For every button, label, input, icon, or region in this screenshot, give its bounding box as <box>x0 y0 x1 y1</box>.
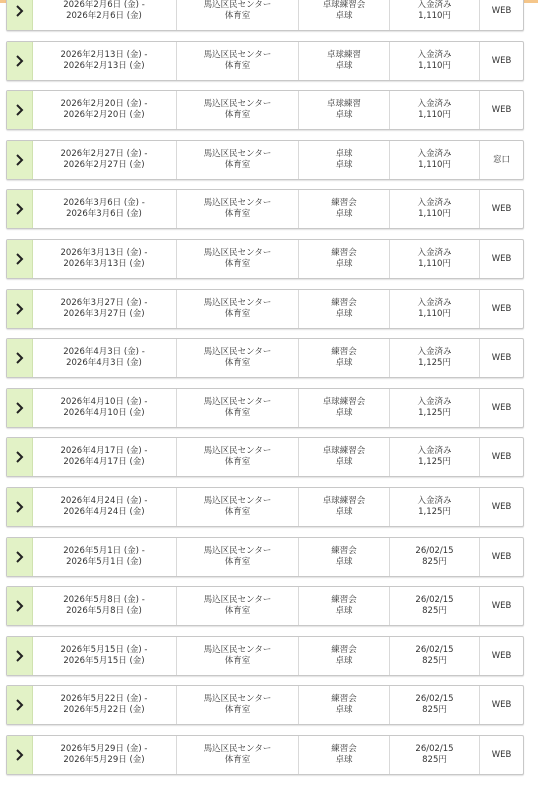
channel-cell <box>480 42 523 80</box>
facility-cell <box>177 141 299 179</box>
room-name: 体育室 <box>224 507 251 517</box>
sport-name: 卓球 <box>335 209 353 219</box>
room-name: 体育室 <box>224 408 251 418</box>
room-name: 体育室 <box>224 705 251 715</box>
payment-status: 入金済み <box>417 397 452 407</box>
facility-name: 馬込区民センター <box>203 744 272 754</box>
facility-cell <box>177 240 299 278</box>
facility-name: 馬込区民センター <box>203 347 272 357</box>
booking-channel: WEB <box>491 55 512 66</box>
chevron-right-icon <box>15 600 25 612</box>
payment-status: 26/02/15 <box>415 595 454 605</box>
payment-cell <box>390 637 480 675</box>
facility-cell <box>177 686 299 724</box>
event-cell <box>299 240 390 278</box>
facility-cell <box>177 290 299 328</box>
date-to: 2026年4月17日 (金) <box>63 457 145 467</box>
room-name: 体育室 <box>224 358 251 368</box>
date-cell <box>32 42 177 80</box>
date-from: 2026年5月8日 (金) - <box>63 595 145 605</box>
sport-name: 卓球 <box>335 358 353 368</box>
date-to: 2026年2月27日 (金) <box>63 160 145 170</box>
facility-cell <box>177 438 299 476</box>
channel-cell <box>480 736 523 774</box>
payment-cell <box>390 91 480 129</box>
fee-amount: 825円 <box>422 705 447 715</box>
room-name: 体育室 <box>224 160 251 170</box>
event-cell <box>299 538 390 576</box>
payment-cell <box>390 42 480 80</box>
chevron-right-icon <box>15 699 25 711</box>
event-name: 練習会 <box>331 694 357 704</box>
expand-toggle[interactable] <box>7 686 33 724</box>
channel-cell <box>480 438 523 476</box>
date-to: 2026年2月6日 (金) <box>66 11 142 21</box>
date-cell <box>32 686 177 724</box>
reservation-row[interactable] <box>6 586 524 626</box>
reservation-row[interactable] <box>6 90 524 130</box>
date-cell <box>32 290 177 328</box>
room-name: 体育室 <box>224 309 251 319</box>
fee-amount: 1,110円 <box>418 309 451 319</box>
sport-name: 卓球 <box>335 457 353 467</box>
event-name: 卓球練習会 <box>322 397 366 407</box>
booking-channel: WEB <box>491 699 512 710</box>
chevron-right-icon <box>15 551 25 563</box>
sport-name: 卓球 <box>335 11 353 21</box>
event-name: 卓球練習 <box>326 50 361 60</box>
fee-amount: 1,110円 <box>418 209 451 219</box>
date-cell <box>32 736 177 774</box>
reservation-row[interactable] <box>6 388 524 428</box>
date-to: 2026年4月24日 (金) <box>63 507 145 517</box>
date-cell <box>32 488 177 526</box>
booking-channel: WEB <box>491 203 512 214</box>
expand-toggle[interactable] <box>7 339 33 377</box>
facility-name: 馬込区民センター <box>203 496 272 506</box>
fee-amount: 825円 <box>422 656 447 666</box>
payment-cell <box>390 438 480 476</box>
reservation-row[interactable] <box>6 437 524 477</box>
date-from: 2026年4月3日 (金) - <box>63 347 145 357</box>
expand-toggle[interactable] <box>7 290 33 328</box>
facility-name: 馬込区民センター <box>203 397 272 407</box>
payment-cell <box>390 686 480 724</box>
channel-cell <box>480 190 523 228</box>
chevron-right-icon <box>15 501 25 513</box>
expand-toggle[interactable] <box>7 538 33 576</box>
date-cell <box>32 438 177 476</box>
sport-name: 卓球 <box>335 408 353 418</box>
payment-status: 入金済み <box>417 198 452 208</box>
date-to: 2026年4月10日 (金) <box>63 408 145 418</box>
channel-cell <box>480 488 523 526</box>
sport-name: 卓球 <box>335 61 353 71</box>
facility-name: 馬込区民センター <box>203 298 272 308</box>
event-cell <box>299 736 390 774</box>
payment-status: 26/02/15 <box>415 546 454 556</box>
sport-name: 卓球 <box>335 110 353 120</box>
date-from: 2026年3月13日 (金) - <box>60 248 148 258</box>
date-cell <box>32 0 177 30</box>
event-cell <box>299 587 390 625</box>
facility-name: 馬込区民センター <box>203 0 272 10</box>
date-to: 2026年5月15日 (金) <box>63 656 145 666</box>
payment-status: 入金済み <box>417 298 452 308</box>
payment-cell <box>390 488 480 526</box>
payment-status: 26/02/15 <box>415 645 454 655</box>
date-from: 2026年4月24日 (金) - <box>60 496 148 506</box>
sport-name: 卓球 <box>335 160 353 170</box>
sport-name: 卓球 <box>335 656 353 666</box>
booking-channel: WEB <box>491 104 512 115</box>
booking-channel: WEB <box>491 5 512 16</box>
chevron-right-icon <box>15 203 25 215</box>
event-name: 練習会 <box>331 645 357 655</box>
payment-status: 入金済み <box>417 248 452 258</box>
date-to: 2026年5月1日 (金) <box>66 557 142 567</box>
event-name: 練習会 <box>331 198 357 208</box>
facility-name: 馬込区民センター <box>203 645 272 655</box>
facility-name: 馬込区民センター <box>203 248 272 258</box>
payment-cell <box>390 538 480 576</box>
room-name: 体育室 <box>224 209 251 219</box>
facility-cell <box>177 190 299 228</box>
facility-name: 馬込区民センター <box>203 595 272 605</box>
payment-cell <box>390 290 480 328</box>
date-to: 2026年3月6日 (金) <box>66 209 142 219</box>
date-to: 2026年2月20日 (金) <box>63 110 145 120</box>
chevron-right-icon <box>15 5 25 17</box>
reservation-row[interactable] <box>6 636 524 676</box>
facility-name: 馬込区民センター <box>203 99 272 109</box>
date-cell <box>32 389 177 427</box>
event-cell <box>299 42 390 80</box>
expand-toggle[interactable] <box>7 91 33 129</box>
expand-toggle[interactable] <box>7 42 33 80</box>
fee-amount: 1,110円 <box>418 61 451 71</box>
payment-status: 入金済み <box>417 446 452 456</box>
chevron-right-icon <box>15 303 25 315</box>
sport-name: 卓球 <box>335 309 353 319</box>
room-name: 体育室 <box>224 110 251 120</box>
facility-cell <box>177 538 299 576</box>
room-name: 体育室 <box>224 606 251 616</box>
date-cell <box>32 339 177 377</box>
reservation-row[interactable] <box>6 239 524 279</box>
payment-cell <box>390 141 480 179</box>
booking-channel: WEB <box>491 303 512 314</box>
channel-cell <box>480 339 523 377</box>
channel-cell <box>480 141 523 179</box>
sport-name: 卓球 <box>335 755 353 765</box>
fee-amount: 1,110円 <box>418 110 451 120</box>
chevron-right-icon <box>15 650 25 662</box>
room-name: 体育室 <box>224 557 251 567</box>
expand-toggle[interactable] <box>7 240 33 278</box>
sport-name: 卓球 <box>335 259 353 269</box>
event-cell <box>299 438 390 476</box>
date-cell <box>32 240 177 278</box>
expand-toggle[interactable] <box>7 736 33 774</box>
expand-toggle[interactable] <box>7 190 33 228</box>
date-to: 2026年4月3日 (金) <box>66 358 142 368</box>
expand-toggle[interactable] <box>7 587 33 625</box>
booking-channel: WEB <box>491 402 512 413</box>
facility-name: 馬込区民センター <box>203 149 272 159</box>
facility-cell <box>177 0 299 30</box>
event-name: 練習会 <box>331 298 357 308</box>
facility-name: 馬込区民センター <box>203 694 272 704</box>
booking-channel: WEB <box>491 352 512 363</box>
sport-name: 卓球 <box>335 705 353 715</box>
date-cell <box>32 538 177 576</box>
fee-amount: 1,125円 <box>418 408 451 418</box>
date-cell <box>32 190 177 228</box>
channel-cell <box>480 538 523 576</box>
facility-cell <box>177 488 299 526</box>
channel-cell <box>480 389 523 427</box>
reservation-row[interactable] <box>6 338 524 378</box>
event-name: 練習会 <box>331 347 357 357</box>
date-from: 2026年2月13日 (金) - <box>60 50 148 60</box>
payment-status: 入金済み <box>417 347 452 357</box>
channel-cell <box>480 587 523 625</box>
chevron-right-icon <box>15 749 25 761</box>
event-cell <box>299 141 390 179</box>
date-from: 2026年2月20日 (金) - <box>60 99 148 109</box>
event-name: 練習会 <box>331 546 357 556</box>
event-name: 卓球練習会 <box>322 496 366 506</box>
chevron-right-icon <box>15 154 25 166</box>
facility-name: 馬込区民センター <box>203 546 272 556</box>
reservation-row[interactable] <box>6 41 524 81</box>
chevron-right-icon <box>15 451 25 463</box>
reservation-row[interactable] <box>6 735 524 775</box>
channel-cell <box>480 0 523 30</box>
event-name: 練習会 <box>331 744 357 754</box>
room-name: 体育室 <box>224 259 251 269</box>
date-from: 2026年4月10日 (金) - <box>60 397 148 407</box>
room-name: 体育室 <box>224 755 251 765</box>
sport-name: 卓球 <box>335 606 353 616</box>
fee-amount: 1,125円 <box>418 507 451 517</box>
facility-cell <box>177 389 299 427</box>
date-from: 2026年2月6日 (金) - <box>63 0 145 10</box>
event-cell <box>299 389 390 427</box>
date-from: 2026年3月27日 (金) - <box>60 298 148 308</box>
facility-cell <box>177 91 299 129</box>
date-from: 2026年5月1日 (金) - <box>63 546 145 556</box>
chevron-right-icon <box>15 352 25 364</box>
chevron-right-icon <box>15 253 25 265</box>
date-to: 2026年5月8日 (金) <box>66 606 142 616</box>
chevron-right-icon <box>15 104 25 116</box>
expand-toggle[interactable] <box>7 389 33 427</box>
date-cell <box>32 141 177 179</box>
event-name: 卓球 <box>335 149 353 159</box>
date-to: 2026年5月29日 (金) <box>63 755 145 765</box>
booking-channel: WEB <box>491 749 512 760</box>
booking-channel: WEB <box>491 551 512 562</box>
fee-amount: 1,110円 <box>418 11 451 21</box>
event-cell <box>299 290 390 328</box>
payment-status: 入金済み <box>417 99 452 109</box>
reservation-row[interactable] <box>6 140 524 180</box>
reservation-row[interactable] <box>6 537 524 577</box>
reservation-row[interactable] <box>6 685 524 725</box>
date-cell <box>32 91 177 129</box>
booking-channel: WEB <box>491 253 512 264</box>
reservation-row[interactable] <box>6 487 524 527</box>
sport-name: 卓球 <box>335 507 353 517</box>
facility-cell <box>177 637 299 675</box>
event-cell <box>299 339 390 377</box>
payment-cell <box>390 339 480 377</box>
fee-amount: 825円 <box>422 557 447 567</box>
facility-cell <box>177 42 299 80</box>
facility-cell <box>177 339 299 377</box>
chevron-right-icon <box>15 55 25 67</box>
date-to: 2026年3月13日 (金) <box>63 259 145 269</box>
payment-status: 入金済み <box>417 149 452 159</box>
event-cell <box>299 637 390 675</box>
fee-amount: 825円 <box>422 755 447 765</box>
date-cell <box>32 637 177 675</box>
expand-toggle[interactable] <box>7 0 33 30</box>
reservation-row[interactable] <box>6 189 524 229</box>
date-to: 2026年3月27日 (金) <box>63 309 145 319</box>
fee-amount: 1,110円 <box>418 160 451 170</box>
room-name: 体育室 <box>224 61 251 71</box>
reservation-row[interactable] <box>6 0 524 31</box>
sport-name: 卓球 <box>335 557 353 567</box>
payment-cell <box>390 736 480 774</box>
booking-channel: WEB <box>491 451 512 462</box>
chevron-right-icon <box>15 402 25 414</box>
fee-amount: 825円 <box>422 606 447 616</box>
date-from: 2026年3月6日 (金) - <box>63 198 145 208</box>
date-from: 2026年2月27日 (金) - <box>60 149 148 159</box>
payment-cell <box>390 0 480 30</box>
event-cell <box>299 190 390 228</box>
expand-toggle[interactable] <box>7 488 33 526</box>
payment-status: 入金済み <box>417 496 452 506</box>
payment-cell <box>390 240 480 278</box>
event-name: 卓球練習会 <box>322 446 366 456</box>
channel-cell <box>480 240 523 278</box>
expand-toggle[interactable] <box>7 637 33 675</box>
facility-name: 馬込区民センター <box>203 198 272 208</box>
payment-cell <box>390 587 480 625</box>
reservation-row[interactable] <box>6 289 524 329</box>
channel-cell <box>480 290 523 328</box>
event-cell <box>299 91 390 129</box>
event-cell <box>299 686 390 724</box>
channel-cell <box>480 91 523 129</box>
facility-name: 馬込区民センター <box>203 50 272 60</box>
payment-cell <box>390 190 480 228</box>
date-to: 2026年2月13日 (金) <box>63 61 145 71</box>
room-name: 体育室 <box>224 457 251 467</box>
event-cell <box>299 0 390 30</box>
event-cell <box>299 488 390 526</box>
fee-amount: 1,125円 <box>418 457 451 467</box>
event-name: 卓球練習 <box>326 99 361 109</box>
fee-amount: 1,125円 <box>418 358 451 368</box>
facility-name: 馬込区民センター <box>203 446 272 456</box>
channel-cell <box>480 637 523 675</box>
date-cell <box>32 587 177 625</box>
payment-cell <box>390 389 480 427</box>
date-from: 2026年5月29日 (金) - <box>60 744 148 754</box>
expand-toggle[interactable] <box>7 141 33 179</box>
payment-status: 26/02/15 <box>415 744 454 754</box>
booking-channel: WEB <box>491 501 512 512</box>
booking-channel: WEB <box>491 600 512 611</box>
channel-cell <box>480 686 523 724</box>
room-name: 体育室 <box>224 11 251 21</box>
facility-cell <box>177 736 299 774</box>
payment-status: 入金済み <box>417 50 452 60</box>
event-name: 卓球練習会 <box>322 0 366 10</box>
room-name: 体育室 <box>224 656 251 666</box>
date-to: 2026年5月22日 (金) <box>63 705 145 715</box>
date-from: 2026年4月17日 (金) - <box>60 446 148 456</box>
event-name: 練習会 <box>331 595 357 605</box>
payment-status: 26/02/15 <box>415 694 454 704</box>
payment-status: 入金済み <box>417 0 452 10</box>
event-name: 練習会 <box>331 248 357 258</box>
booking-channel: 窓口 <box>492 154 510 165</box>
date-from: 2026年5月15日 (金) - <box>60 645 148 655</box>
date-from: 2026年5月22日 (金) - <box>60 694 148 704</box>
booking-channel: WEB <box>491 650 512 661</box>
expand-toggle[interactable] <box>7 438 33 476</box>
fee-amount: 1,110円 <box>418 259 451 269</box>
facility-cell <box>177 587 299 625</box>
